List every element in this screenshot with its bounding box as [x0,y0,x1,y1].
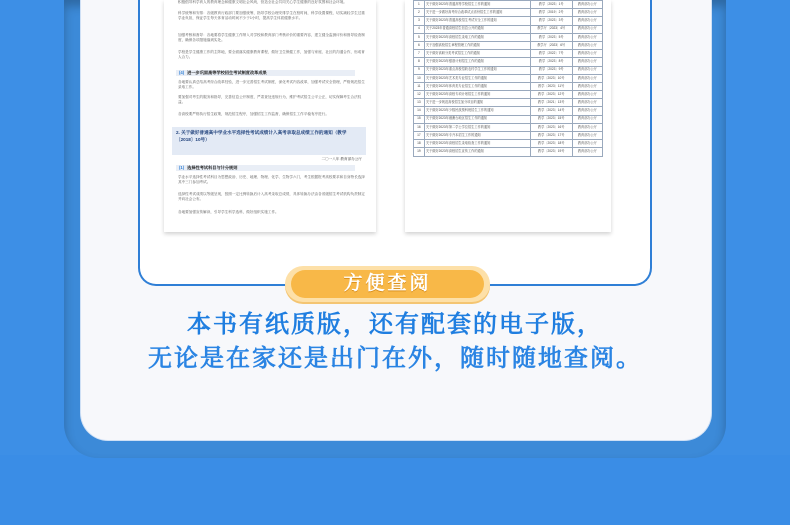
table-cell-c: 教学厅〔2023〕6号 [530,41,572,49]
feature-badge-label: 方便查阅 [291,270,484,298]
table-row [414,9,603,17]
table-cell-t: 关于做好2023年高校招生录取检查工作的通知 [424,140,530,148]
page-text: 各高校要严格执行招生政策，规范招生程序，加强招生工作监督，确保招生工作平稳有序进行。 [178,112,329,116]
table-row [414,58,603,66]
table-cell-s: 教育部办公厅 [572,115,602,123]
section-title: 进一步巩固高等学校招生考试制度改革成果 [187,70,267,75]
table-cell-c: 教学厅〔2023〕4号 [530,25,572,33]
table-row [414,132,603,140]
table-cell-c: 教学〔2023〕14号 [530,107,572,115]
table-cell-c: 教学〔2023〕9号 [530,66,572,74]
table-cell-s: 教育部办公厅 [572,91,602,99]
table-cell-n: 7 [414,50,425,58]
page-text: 选择性考试成绩以等级呈现，按照一定比例转换后计入高考录取总成绩，具体转换办法由各省级招生考试机构负责制定并向社会公布。 [178,192,365,202]
table-cell-c: 教学〔2022〕7号 [530,50,572,58]
table-cell-s: 教育部办公厅 [572,99,602,107]
table-cell-t: 关于做好2023年强基计划招生工作的通知 [424,58,530,66]
table-cell-s: 教育部办公厅 [572,140,602,148]
table-cell-c: 教学〔2023〕5号 [530,33,572,41]
table-cell-c: 教学〔2023〕18号 [530,140,572,148]
table-cell-c: 教学〔2023〕12号 [530,91,572,99]
table-cell-c: 教学〔2023〕11号 [530,82,572,90]
table-row [414,66,603,74]
feature-badge [285,266,490,302]
table-cell-t: 关于做好2023年第二学士学位招生工作的通知 [424,123,530,131]
table-row [414,41,603,49]
table-cell-c: 教学〔2019〕2号 [530,9,572,17]
table-row [414,140,603,148]
table-cell-t: 关于进一步做好高考综合改革试点省份招生工作的通知 [424,9,530,17]
table-cell-n: 1 [414,1,425,9]
table-cell-t: 关于做好2023年普通高等学校招生工作的通知 [424,1,530,9]
table-row [414,82,603,90]
table-row [414,33,603,41]
table-cell-n: 6 [414,41,425,49]
table-cell-n: 13 [414,99,425,107]
table-cell-n: 5 [414,33,425,41]
table-row [414,99,603,107]
section-title: 选择性考试科目与计分规则 [187,165,238,170]
page-text: 加强考核和督导：各地要将学生健康工作纳入对学校和教育部门考核评价的重要内容，建立健全监测评价和督导检查制度，确保各项措施落到实处。 [178,33,365,43]
page-text: 各地要加强宣传解读，引导学生科学选科，做好组织实施工作。 [178,210,279,214]
table-cell-c: 教学〔2023〕19号 [530,148,572,156]
table-cell-n: 15 [414,115,425,123]
table-cell-c: 教学〔2023〕3号 [530,17,572,25]
table-cell-t: 关于做好2023年重点高校招收农村学生工作的通知 [424,66,530,74]
promo-line-2: 无论是在家还是出门在外，随时随地查阅。 [148,345,642,372]
table-cell-t: 关于2023年普通高校招生信息公开的通知 [424,25,530,33]
page-text: 要加强对考生的服务和指导，完善信息公开制度，严肃查处违规行为，维护考试招生公平公正，切实保障考生合法权益。 [178,95,362,105]
table-cell-n: 10 [414,74,425,82]
page-text: 学业水平选择性考试科目为思想政治、历史、地理、物理、化学、生物学六门，考生根据报考高校要求和自身特长选择其中三门参加考试。 [178,175,365,185]
table-cell-n: 19 [414,148,425,156]
table-cell-n: 3 [414,17,425,25]
table-cell-n: 18 [414,140,425,148]
table-cell-t: 关于做好2023年港澳台地区招生工作的通知 [424,115,530,123]
table-cell-t: 关于加强高校招生章程管理工作的通知 [424,41,530,49]
table-cell-n: 11 [414,82,425,90]
table-row [414,115,603,123]
section-heading [176,70,355,76]
table-cell-t: 关于做好2023年高校招生录取工作的通知 [424,33,530,41]
table-row [414,74,603,82]
table-cell-s: 教育部办公厅 [572,74,602,82]
table-cell-t: 关于做好2023年艺术类专业招生工作的通知 [424,74,530,82]
page-text: 积极倡导科学育人的教育理念和健康文明社会风尚，营造全社会共同关心学生健康的良好氛围和社会环境。 [178,0,347,4]
table-cell-s: 教育部办公厅 [572,17,602,25]
table-cell-c: 教学〔2023〕16号 [530,123,572,131]
table-cell-c: 教学〔2021〕13号 [530,99,572,107]
table-cell-s: 教育部办公厅 [572,82,602,90]
table-cell-t: 关于做好2023年体育类专业招生工作的通知 [424,82,530,90]
table-cell-c: 教学〔2023〕15号 [530,115,572,123]
table-row [414,25,603,33]
table-row [414,50,603,58]
table-row [414,91,603,99]
table-cell-s: 教育部办公厅 [572,58,602,66]
table-cell-t: 关于做好2023年高校招生宣传工作的通知 [424,148,530,156]
page-text: 学校是学生健康工作的主阵地，要全面落实健康教育课程，做好卫生保健工作，加强与家庭、社区的沟通合作，形成育人合力。 [178,50,365,60]
table-cell-s: 教育部办公厅 [572,25,602,33]
table-cell-s: 教育部办公厅 [572,33,602,41]
book-page-left [164,0,376,232]
table-cell-s: 教育部办公厅 [572,1,602,9]
section-number: (1) [179,165,185,170]
table-cell-t: 关于做好2023年专升本招生工作的通知 [424,132,530,140]
table-cell-c: 教学〔2023〕1号 [530,1,572,9]
table-row [414,17,603,25]
table-cell-t: 关于进一步规范高校招生加分项目的通知 [424,99,530,107]
table-cell-n: 17 [414,132,425,140]
table-cell-s: 教育部办公厅 [572,50,602,58]
table-cell-c: 教学〔2023〕8号 [530,58,572,66]
table-cell-t: 关于做好高职分类考试招生工作的通知 [424,50,530,58]
table-row [414,148,603,156]
page-text: 科学统筹和安排：各级教育行政部门要加强统筹，指导学校合理安排学生在校时间，科学设置课程，切实减轻学生过重学业负担，保证学生每天体育活动时间不少于1小时，提高学生体质健康水平。 [178,11,365,21]
table-cell-s: 教育部办公厅 [572,9,602,17]
table-cell-s: 教育部办公厅 [572,41,602,49]
table-cell-t: 关于做好2023年高校专项计划招生工作的通知 [424,91,530,99]
table-cell-n: 2 [414,9,425,17]
table-row [414,123,603,131]
book-page-right [405,0,611,232]
document-list-table [413,0,603,157]
table-cell-n: 16 [414,123,425,131]
page-text: 各地要认真总结高考综合改革经验，进一步完善招生考试制度，深化考试内容改革，加强考试安全管理，严格规范招生录取工作。 [178,80,365,90]
promo-line-1: 本书有纸质版，还有配套的电子版， [187,311,603,338]
table-cell-n: 12 [414,91,425,99]
notice-signature: 二〇一八年 教育部办公厅 [321,157,362,161]
table-cell-t: 关于做好2023年普通高校招生考试安全工作的通知 [424,17,530,25]
table-cell-t: 关于做好2023年少数民族预科班招生工作的通知 [424,107,530,115]
table-cell-s: 教育部办公厅 [572,107,602,115]
table-cell-s: 教育部办公厅 [572,132,602,140]
table-cell-n: 4 [414,25,425,33]
section-heading [176,165,355,171]
table-cell-s: 教育部办公厅 [572,66,602,74]
table-row [414,107,603,115]
table-cell-n: 14 [414,107,425,115]
bottom-background-strip [0,455,790,525]
table-cell-s: 教育部办公厅 [572,148,602,156]
table-cell-c: 教学〔2023〕10号 [530,74,572,82]
table-cell-c: 教学〔2023〕17号 [530,132,572,140]
section-number: (4) [179,70,185,75]
table-cell-n: 8 [414,58,425,66]
table-cell-n: 9 [414,66,425,74]
table-row [414,1,603,9]
table-cell-s: 教育部办公厅 [572,123,602,131]
notice-title-banner: 2. 关于做好普通高中学业水平选择性考试成绩计入高考录取总成绩工作的通知（教学〔2018〕10号） [172,127,366,155]
